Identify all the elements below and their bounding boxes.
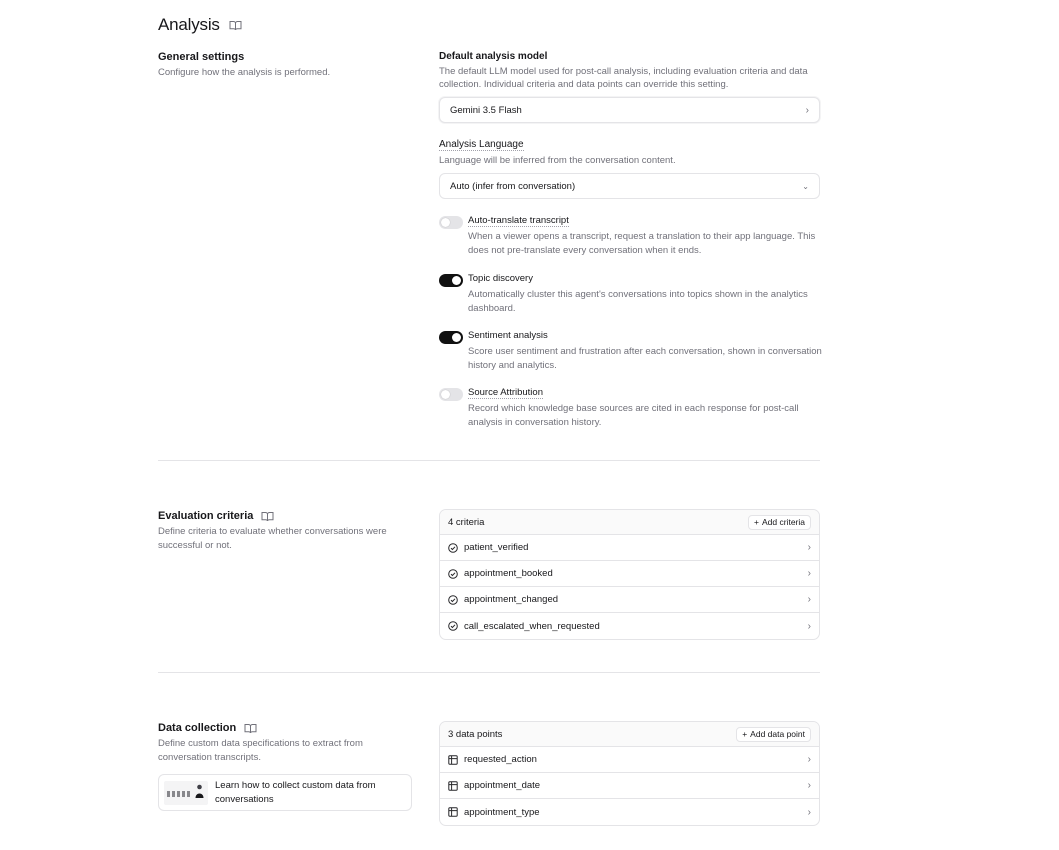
language-description: Language will be inferred from the conversation content. [439, 155, 676, 166]
list-item[interactable] [440, 535, 819, 561]
evaluation-description: Define criteria to evaluate whether conversations were successful or not. [158, 526, 387, 551]
page-title [158, 15, 242, 35]
list-item[interactable] [440, 773, 819, 799]
add-data-point-button[interactable] [736, 727, 811, 742]
list-item[interactable] [440, 561, 819, 587]
table-icon [448, 781, 458, 791]
chevron-right-icon: › [807, 568, 811, 579]
data-points-count: 3 data points [448, 728, 503, 740]
page-title-text: Analysis [158, 15, 220, 34]
video-thumbnail [164, 781, 208, 805]
sentiment-analysis-description: Score user sentiment and frustration after each conversation, shown in conversation history and analytics. [468, 346, 822, 371]
table-icon [448, 755, 458, 765]
general-settings-title [158, 51, 244, 63]
check-circle-icon [448, 569, 458, 579]
list-item[interactable] [440, 587, 819, 613]
evaluation-title [158, 510, 274, 522]
language-select[interactable] [439, 173, 820, 199]
list-item[interactable] [440, 747, 819, 773]
data-points-list-header [440, 722, 819, 747]
plus-icon: + [742, 729, 748, 739]
list-item-label: requested_action [464, 754, 537, 765]
section-divider [158, 460, 820, 461]
chevron-down-icon: ⌄ [802, 181, 809, 191]
add-data-point-label: Add data point [750, 729, 805, 739]
auto-translate-toggle[interactable] [439, 216, 463, 229]
book-icon[interactable] [244, 723, 257, 734]
data-collection-title-text: Data collection [158, 722, 237, 734]
list-item-label: appointment_changed [464, 594, 559, 605]
list-item-label: appointment_type [464, 806, 540, 818]
evaluation-list-header [440, 510, 819, 535]
list-item-label: appointment_date [464, 780, 541, 791]
plus-icon: + [754, 517, 759, 527]
auto-translate-description: When a viewer opens a transcript, request a translation to their app language. This does not pre-translate every conversation when it ends. [468, 231, 816, 256]
chevron-right-icon: › [807, 780, 811, 791]
language-label: Analysis Language [439, 139, 524, 150]
add-criteria-label: Add criteria [762, 517, 805, 527]
source-attribution-toggle[interactable] [439, 388, 463, 401]
chevron-right-icon: › [805, 104, 809, 116]
model-select-value: Gemini 3.5 Flash [450, 104, 522, 116]
list-item-label: appointment_booked [464, 568, 553, 579]
check-circle-icon [448, 595, 458, 605]
check-circle-icon [448, 621, 458, 631]
source-attribution-description: Record which knowledge base sources are cited in each response for post-call analysis in conversation history. [468, 403, 799, 428]
learn-link-text: Learn how to collect custom data from conversations [215, 780, 376, 805]
language-select-value: Auto (infer from conversation) [450, 180, 576, 192]
sentiment-analysis-toggle[interactable] [439, 331, 463, 344]
model-select[interactable] [439, 97, 820, 123]
model-description: The default LLM model used for post-call analysis, including evaluation criteria and data collection. Individual criteria and data points can override this setting. [439, 66, 808, 90]
list-item[interactable] [440, 613, 819, 639]
topic-discovery-label: Topic discovery [468, 273, 533, 284]
evaluation-title-text: Evaluation criteria [158, 510, 254, 522]
chevron-right-icon: › [807, 806, 811, 818]
general-settings-description: Configure how the analysis is performed. [158, 67, 331, 78]
table-icon [448, 807, 458, 817]
list-item-label: call_escalated_when_requested [464, 620, 600, 632]
source-attribution-label: Source Attribution [468, 387, 543, 398]
chevron-right-icon: › [807, 754, 811, 765]
chevron-right-icon: › [807, 620, 811, 632]
chevron-right-icon: › [807, 594, 811, 605]
general-settings-title-text: General settings [158, 51, 245, 63]
evaluation-list [439, 509, 820, 640]
learn-card[interactable] [158, 774, 412, 811]
auto-translate-label: Auto-translate transcript [468, 215, 569, 226]
model-label: Default analysis model [439, 51, 548, 62]
check-circle-icon [448, 543, 458, 553]
list-item[interactable] [440, 799, 819, 825]
data-points-list [439, 721, 820, 826]
chevron-right-icon: › [807, 542, 811, 553]
book-icon[interactable] [229, 20, 242, 31]
add-criteria-button[interactable] [748, 515, 811, 530]
topic-discovery-toggle[interactable] [439, 274, 463, 287]
book-icon[interactable] [261, 511, 274, 522]
data-collection-title [158, 722, 257, 734]
list-item-label: patient_verified [464, 542, 529, 553]
topic-discovery-description: Automatically cluster this agent's conversations into topics shown in the analytics dashboard. [468, 289, 808, 314]
evaluation-count: 4 criteria [448, 516, 485, 528]
section-divider [158, 672, 820, 673]
sentiment-analysis-label: Sentiment analysis [468, 330, 548, 341]
data-collection-description: Define custom data specifications to extract from conversation transcripts. [158, 738, 363, 763]
